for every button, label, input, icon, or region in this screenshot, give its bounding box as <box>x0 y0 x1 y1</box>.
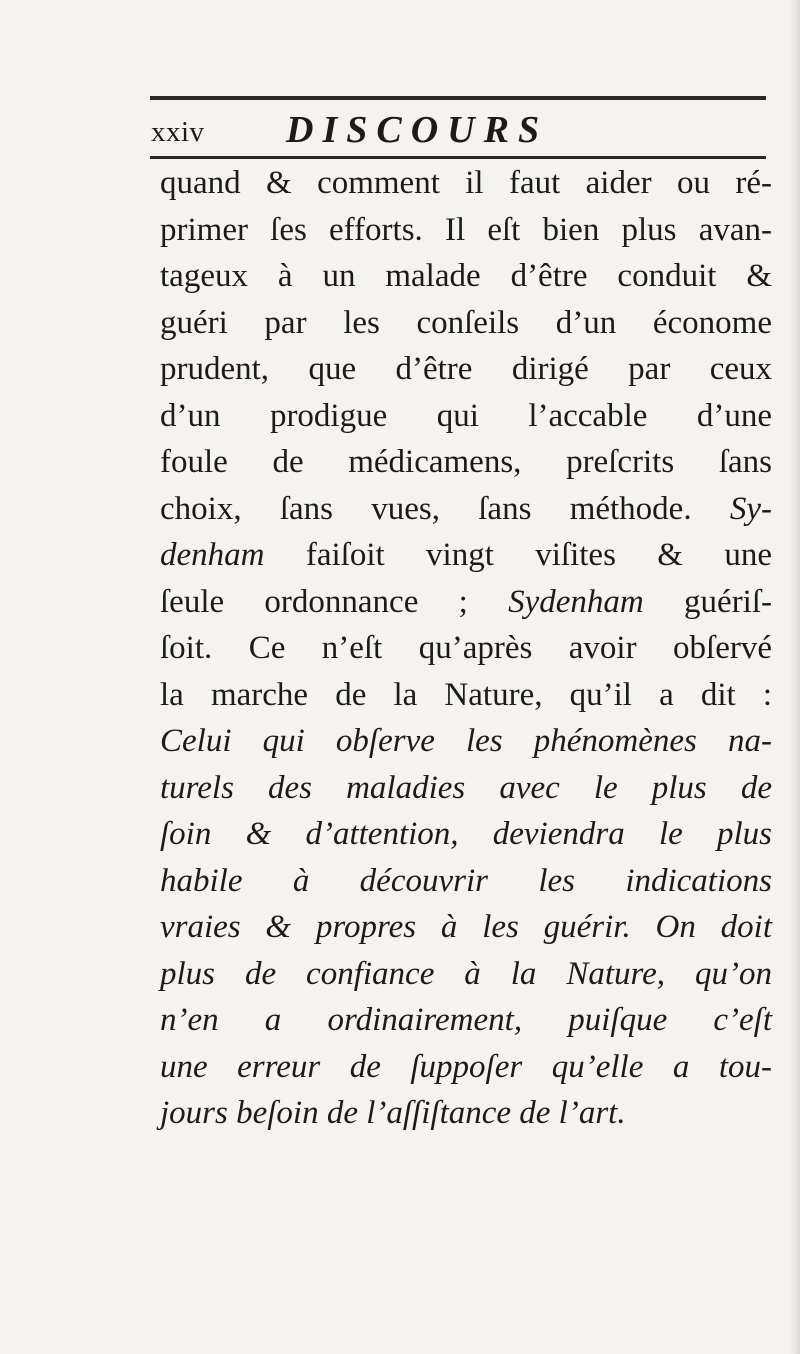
quote-line: turels des maladies avec le plus de <box>160 769 772 806</box>
text-line: la marche de la Nature, qu’il a dit : <box>160 676 772 713</box>
header-underline <box>150 156 766 159</box>
text-line: foule de médicamens, preſcrits ſans <box>160 444 772 480</box>
quote-line: habile à découvrir les indications <box>160 862 772 899</box>
text-line: d’un prodigue qui l’accable d’une <box>160 397 772 434</box>
quote-line: ſoin & d’attention, deviendra le plus <box>160 816 772 852</box>
text-line: prudent, que d’être dirigé par ceux <box>160 351 772 387</box>
text-line: primer ſes efforts. Il eſt bien plus avan- <box>160 211 772 248</box>
quote-line: vraies & propres à les guérir. On doit <box>160 909 772 945</box>
text-line: denham faiſoit vingt viſites & une <box>160 537 772 573</box>
text-line: ſeule ordonnance ; Sydenham guériſ- <box>160 583 773 620</box>
quote-line: n’en a ordinairement, puiſque c’eſt <box>160 1002 772 1038</box>
page-header <box>150 108 766 160</box>
quote-line-last: jours beſoin de l’aſſiſtance de l’art. <box>160 1095 626 1131</box>
header-rule <box>150 96 766 100</box>
text-line: quand & comment il faut aider ou ré- <box>160 165 772 201</box>
text-line: guéri par les conſeils d’un économe <box>160 304 772 341</box>
quote-line: Celui qui obſerve les phénomènes na- <box>160 723 772 759</box>
text-line: ſoit. Ce n’eſt qu’après avoir obſervé <box>160 630 772 666</box>
page-number: xxiv <box>151 116 205 148</box>
text-line: tageux à un malade d’être conduit & <box>160 258 772 294</box>
quote-line: plus de confiance à la Nature, qu’on <box>160 955 772 992</box>
running-head: DISCOURS <box>286 109 549 151</box>
quote-line: une erreur de ſuppoſer qu’elle a tou- <box>160 1048 772 1085</box>
body-text <box>160 160 772 1137</box>
text-line: choix, ſans vues, ſans méthode. Sy- <box>160 490 772 527</box>
page-edge <box>790 0 800 1354</box>
